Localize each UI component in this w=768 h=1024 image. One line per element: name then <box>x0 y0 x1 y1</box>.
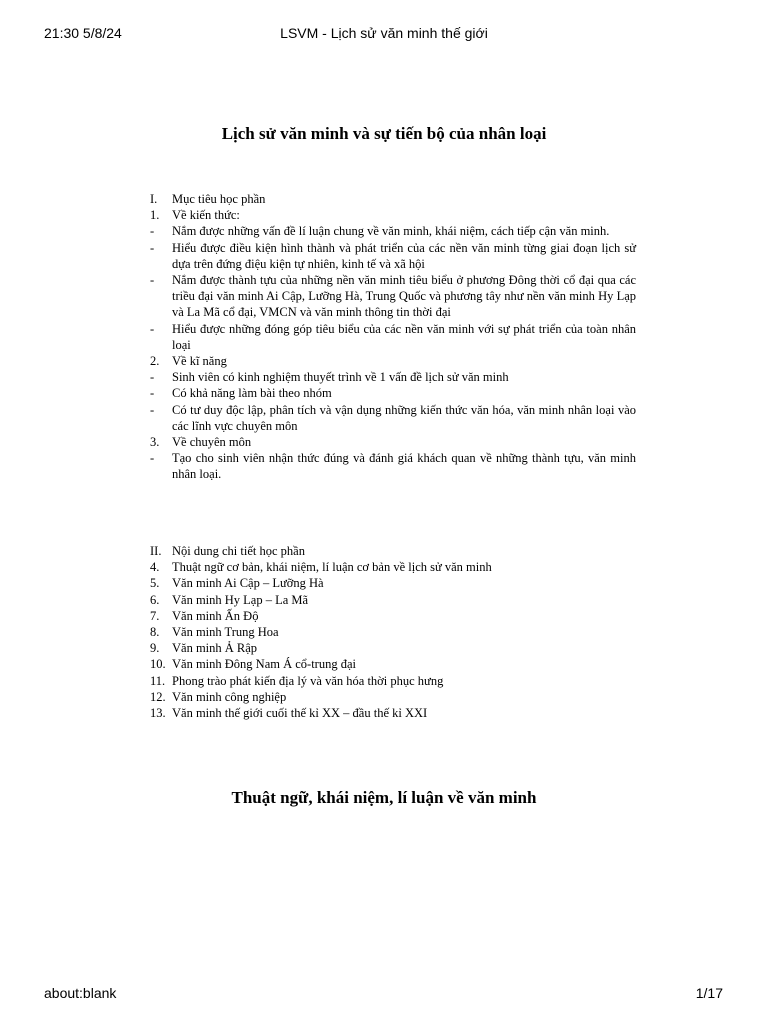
list-marker: - <box>150 402 155 417</box>
list-marker: 7. <box>150 608 160 623</box>
list-item-text: Có khả năng làm bài theo nhóm <box>172 386 332 401</box>
list-marker: 6. <box>150 592 160 607</box>
list-marker: 8. <box>150 625 160 640</box>
course-content-list <box>150 543 636 721</box>
list-marker: 10. <box>150 657 166 672</box>
list-item-text: Về chuyên môn <box>172 435 252 450</box>
print-footer-page-number: 1/17 <box>695 985 723 1001</box>
list-marker: - <box>150 370 155 385</box>
list-marker: 5. <box>150 576 160 591</box>
list-item-text: Phong trào phát kiến địa lý và văn hóa thời phục hưng <box>172 673 444 688</box>
list-item-text: Có tư duy độc lập, phân tích và vận dụng những kiến thức văn hóa, văn minh nhân loại vào các lĩnh vực chuyên môn <box>172 402 636 433</box>
list-marker: - <box>150 224 155 239</box>
list-item-text: Nắm được những vấn đề lí luận chung về văn minh, khái niệm, cách tiếp cận văn minh. <box>172 224 610 239</box>
list-item-text: Văn minh Ấn Độ <box>172 608 259 623</box>
list-item-text: Nội dung chi tiết học phần <box>172 544 305 558</box>
list-item <box>150 450 636 482</box>
list-item <box>150 385 636 401</box>
list-marker: 1. <box>150 208 160 223</box>
list-marker: - <box>150 451 155 466</box>
print-header-title: LSVM - Lịch sử văn minh thế giới <box>280 25 488 41</box>
print-footer-url: about:blank <box>44 985 117 1001</box>
list-item <box>150 705 636 721</box>
list-item <box>150 272 636 321</box>
list-item-text: Văn minh Trung Hoa <box>172 625 279 640</box>
list-item-text: Văn minh Ai Cập – Lưỡng Hà <box>172 576 324 591</box>
list-item-text: Nắm được thành tựu của những nền văn minh tiêu biểu ở phương Đông thời cổ đại qua các triều đại văn minh Ai Cập, Lưỡng Hà, Trung Quốc và phương tây như nền văn minh Hy Lạp và La Mã cổ đại, VMCN và văn minh thông tin thời đại <box>172 273 636 320</box>
list-item <box>150 369 636 385</box>
list-marker: 12. <box>150 689 166 704</box>
list-item <box>150 608 636 624</box>
list-item <box>150 559 636 575</box>
document-title: Lịch sử văn minh và sự tiến bộ của nhân loại <box>221 124 547 143</box>
list-item-text: Văn minh Đông Nam Á cổ-trung đại <box>172 657 356 672</box>
list-item-text: Văn minh thế giới cuối thế kỉ XX – đầu thế kỉ XXI <box>172 706 428 721</box>
list-item-text: Mục tiêu học phần <box>172 192 266 206</box>
list-item <box>150 640 636 656</box>
list-item <box>150 223 636 239</box>
list-marker: 9. <box>150 641 160 656</box>
list-item <box>150 673 636 689</box>
list-marker: 11. <box>150 673 166 688</box>
list-item-text: Tạo cho sinh viên nhận thức đúng và đánh giá khách quan về những thành tựu, văn minh nhân loại. <box>172 451 636 482</box>
print-header-datetime: 21:30 5/8/24 <box>44 25 122 41</box>
list-item-text: Văn minh Hy Lạp – La Mã <box>172 592 309 607</box>
list-item <box>150 207 636 223</box>
list-marker: 13. <box>150 706 166 721</box>
list-item <box>150 434 636 450</box>
list-item-text: Hiểu được những đóng góp tiêu biểu của các nền văn minh với sự phát triển của toàn nhân loại <box>172 321 636 352</box>
list-marker: - <box>150 240 155 255</box>
list-marker: - <box>150 273 155 288</box>
list-item-text: Văn minh Ả Rập <box>172 641 258 656</box>
list-item <box>150 689 636 705</box>
section-title: Thuật ngữ, khái niệm, lí luận về văn minh <box>231 788 537 807</box>
list-marker: II. <box>150 544 162 558</box>
list-marker: - <box>150 321 155 336</box>
list-item <box>150 575 636 591</box>
list-item-text: Sinh viên có kinh nghiệm thuyết trình về 1 vấn đề lịch sử văn minh <box>172 370 509 385</box>
list-item-text: Về kiến thức: <box>172 208 240 223</box>
list-marker: 2. <box>150 354 160 369</box>
list-item <box>150 353 636 369</box>
list-marker: - <box>150 386 155 401</box>
list-marker: 3. <box>150 435 160 450</box>
list-item-text: Hiểu được điều kiện hình thành và phát triển của các nền văn minh từng giai đoạn lịch sử dựa trên đứng điệu kiện tự nhiên, kinh tế và xã hội <box>172 240 636 271</box>
list-item <box>150 321 636 353</box>
list-marker: I. <box>150 192 158 206</box>
list-item-text: Về kĩ năng <box>172 354 227 369</box>
list-item <box>150 191 636 207</box>
list-item <box>150 656 636 672</box>
list-item-text: Thuật ngữ cơ bản, khái niệm, lí luận cơ bản về lịch sử văn minh <box>172 560 492 575</box>
list-item-text: Văn minh công nghiệp <box>172 689 287 704</box>
list-marker: 4. <box>150 560 160 575</box>
course-objectives-list <box>150 191 636 483</box>
list-item <box>150 624 636 640</box>
list-item <box>150 592 636 608</box>
list-item <box>150 240 636 272</box>
list-item <box>150 402 636 434</box>
list-item <box>150 543 636 559</box>
